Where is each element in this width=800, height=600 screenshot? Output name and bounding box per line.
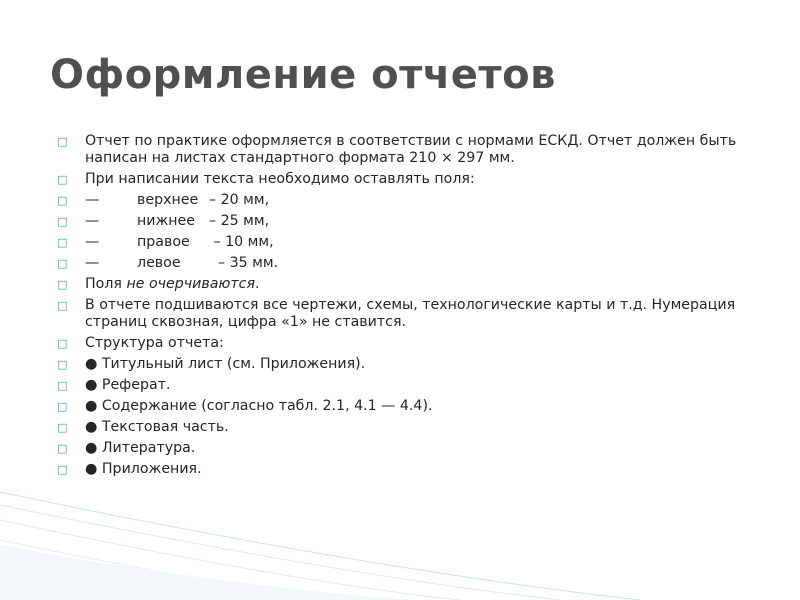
- dash: —: [85, 192, 100, 208]
- hollow-square-icon: □: [57, 379, 68, 392]
- hollow-square-icon: □: [57, 135, 68, 148]
- hollow-square-icon: □: [57, 463, 68, 476]
- dash: —: [85, 234, 100, 250]
- item-text-suffix: .: [254, 276, 260, 292]
- dash: —: [85, 255, 100, 271]
- margin-value: – 35 мм.: [209, 255, 279, 271]
- item-text: В отчете подшиваются все чертежи, схемы, технологические карты и т.д. Нумерация страниц сквозная, цифра «1» не ставится.: [85, 297, 740, 330]
- item-text: Структура отчета:: [85, 335, 224, 351]
- hollow-square-icon: □: [57, 358, 68, 371]
- item-text: ● Реферат.: [85, 377, 171, 393]
- margin-name: верхнее: [137, 192, 199, 208]
- item-text-emphasis: не очерчиваются: [126, 276, 255, 292]
- hollow-square-icon: □: [57, 173, 68, 186]
- margin-name: левое: [137, 255, 181, 271]
- hollow-square-icon: □: [57, 400, 68, 413]
- margin-name: правое: [137, 234, 190, 250]
- hollow-square-icon: □: [57, 299, 68, 312]
- hollow-square-icon: □: [57, 337, 68, 350]
- margin-value: – 10 мм,: [209, 234, 274, 250]
- item-text: Отчет по практике оформляется в соответствии с нормами ЕСКД. Отчет должен быть написан на листах стандартного формата 210 × 297 мм.: [85, 133, 741, 166]
- hollow-square-icon: □: [57, 442, 68, 455]
- slide-title: Оформление отчетов: [50, 52, 556, 98]
- item-text: ● Содержание (согласно табл. 2.1, 4.1 — 4.4).: [85, 398, 433, 414]
- hollow-square-icon: □: [57, 236, 68, 249]
- hollow-square-icon: □: [57, 194, 68, 207]
- item-text: ● Текстовая часть.: [85, 419, 229, 435]
- dash: —: [85, 213, 100, 229]
- hollow-square-icon: □: [57, 278, 68, 291]
- hollow-square-icon: □: [57, 215, 68, 228]
- hollow-square-icon: □: [57, 257, 68, 270]
- margin-value: – 25 мм,: [209, 213, 270, 229]
- hollow-square-icon: □: [57, 421, 68, 434]
- item-text-prefix: Поля: [85, 276, 127, 292]
- margin-name: нижнее: [137, 213, 196, 229]
- item-text: ● Приложения.: [85, 461, 202, 477]
- item-text: ● Литература.: [85, 440, 196, 456]
- margin-value: – 20 мм,: [209, 192, 270, 208]
- item-text: При написании текста необходимо оставлять поля:: [85, 171, 475, 187]
- item-text: ● Титульный лист (см. Приложения).: [85, 356, 366, 372]
